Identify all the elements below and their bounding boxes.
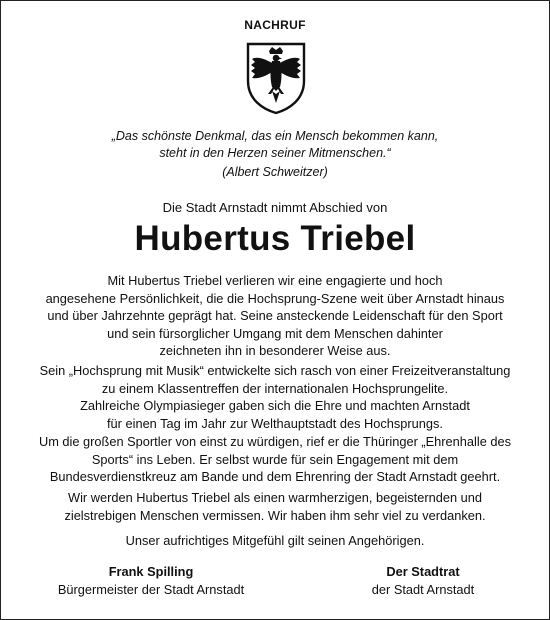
paragraph-event (1, 362, 549, 432)
signature-role: der Stadt Arnstadt (371, 582, 475, 597)
intro-line: Die Stadt Arnstadt nimmt Abschied von (162, 200, 388, 215)
eagle-coat-of-arms-icon (245, 41, 307, 115)
signature-mayor (41, 563, 261, 599)
paragraph-line: Zahlreiche Olympiasieger gaben sich die Ehre und machten Arnstadt (80, 398, 470, 413)
paragraph-line: und sein fürsorglicher Umgang mit dem Menschen dahinter (107, 325, 443, 341)
signature-role: Bürgermeister der Stadt Arnstadt (57, 582, 245, 597)
paragraph-line: Unser aufrichtiges Mitgefühl gilt seinen Angehörigen. (125, 533, 425, 548)
paragraph-honors (1, 433, 549, 486)
quote (1, 128, 549, 162)
paragraph-line: und über Jahrzehnte geprägt hat. Seine ansteckende Leidenschaft für den Sport (47, 308, 503, 323)
quote-line: „Das schönste Denkmal, das ein Mensch bekommen kann, (111, 129, 439, 143)
paragraph-line: Sein „Hochsprung mit Musik“ entwickelte sich rasch von einer Freizeitveranstaltung (39, 363, 511, 378)
quote-line: steht in den Herzen seiner Mitmenschen.“ (159, 146, 391, 160)
paragraph-line: zeichneten ihn in besonderer Weise aus. (159, 343, 391, 358)
paragraph-line: Um die großen Sportler von einst zu würdigen, rief er die Thüringer „Ehrenhalle des (38, 434, 512, 449)
paragraph-line: zu einem Klassentreffen der internationalen Hochsprungelite. (101, 380, 449, 396)
paragraph-line: Sports“ ins Leben. Er selbst wurde für sein Engagement mit dem (91, 451, 459, 467)
paragraph-line: angesehene Persönlichkeit, die die Hochsprung-Szene weit über Arnstadt hinaus (45, 290, 505, 306)
paragraph-line: zielstrebigen Menschen vermissen. Wir haben ihm sehr viel zu verdanken. (64, 507, 486, 523)
signature-name: Frank Spilling (108, 564, 194, 579)
notice-heading: NACHRUF (244, 18, 306, 32)
paragraph-line: Bundesverdienstkreuz am Bande und dem Ehrenring der Stadt Arnstadt geehrt. (49, 469, 501, 484)
paragraph-line: Mit Hubertus Triebel verlieren wir eine engagierte und hoch (107, 273, 443, 288)
paragraph-remembrance (1, 489, 549, 524)
deceased-name: Hubertus Triebel (134, 219, 416, 258)
paragraph-line: für einen Tag im Jahr zur Welthauptstadt des Hochsprungs. (107, 415, 443, 431)
paragraph-line: Wir werden Hubertus Triebel als einen warmherzigen, begeisternden und (68, 490, 482, 505)
paragraph-legacy (1, 272, 549, 360)
paragraph-condolence (1, 532, 549, 550)
quote-author: (Albert Schweitzer) (222, 165, 328, 179)
signature-name: Der Stadtrat (386, 564, 460, 579)
signature-council (313, 563, 533, 599)
